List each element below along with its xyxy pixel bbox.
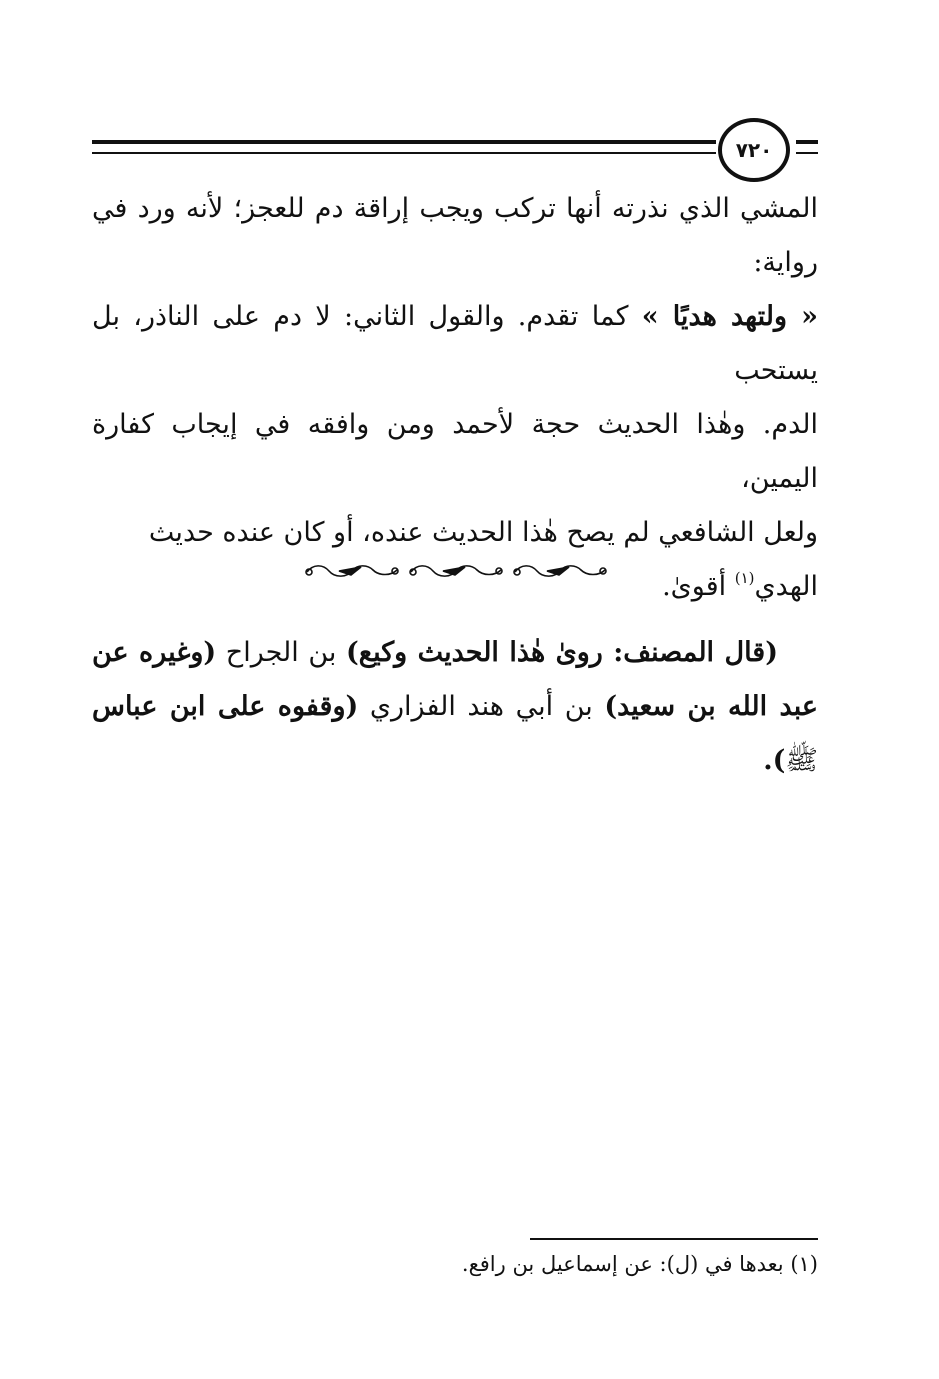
sharh-text: بن أبي هند الفزاري <box>358 691 605 722</box>
footnote: (١) بعدها في (ل): عن إسماعيل بن رافع. <box>461 1252 818 1276</box>
header-rule-thick-right <box>796 140 818 144</box>
honorific-glyph: ﷺ <box>785 745 818 776</box>
footnote-marker: (١) <box>734 569 755 587</box>
sharh-text: بن الجراح <box>216 637 346 668</box>
text-line: كما تقدم. والقول الثاني: لا دم على الناذر، بل يستحب <box>92 301 818 386</box>
quoted-hadith: « ولتهد هديًا » <box>641 301 818 332</box>
text-line: ولعل الشافعي لم يصح هٰذا الحديث عنده، أو كان عنده حديث <box>148 517 818 548</box>
section-divider-ornament <box>299 558 609 584</box>
header-rule-thick <box>92 140 716 144</box>
text-line: الهدي <box>754 571 818 602</box>
header-rule-thin <box>92 152 716 154</box>
paragraph-1 <box>92 182 818 614</box>
text-line: المشي الذي نذرته أنها تركب ويجب إراقة دم للعجز؛ لأنه ورد في رواية: <box>92 193 818 278</box>
text-line: أقوىٰ. <box>662 571 735 602</box>
page-header <box>92 118 818 184</box>
matn-text: (قال المصنف: روىٰ هٰذا الحديث وكيع) <box>345 637 778 668</box>
footnote-separator <box>530 1238 818 1240</box>
paragraph-2 <box>92 626 818 788</box>
page-number: ٧٢٠ <box>718 118 790 182</box>
matn-text: (وغيره عن عبد الله بن سعيد) <box>92 637 818 722</box>
matn-text: ). <box>763 745 786 776</box>
matn-text: (وقفوه على ابن عباس <box>92 691 359 722</box>
main-text <box>92 182 818 788</box>
text-line: الدم. وهٰذا الحديث حجة لأحمد ومن وافقه في إيجاب كفارة اليمين، <box>92 409 818 494</box>
header-rule-thin-right <box>796 152 818 154</box>
